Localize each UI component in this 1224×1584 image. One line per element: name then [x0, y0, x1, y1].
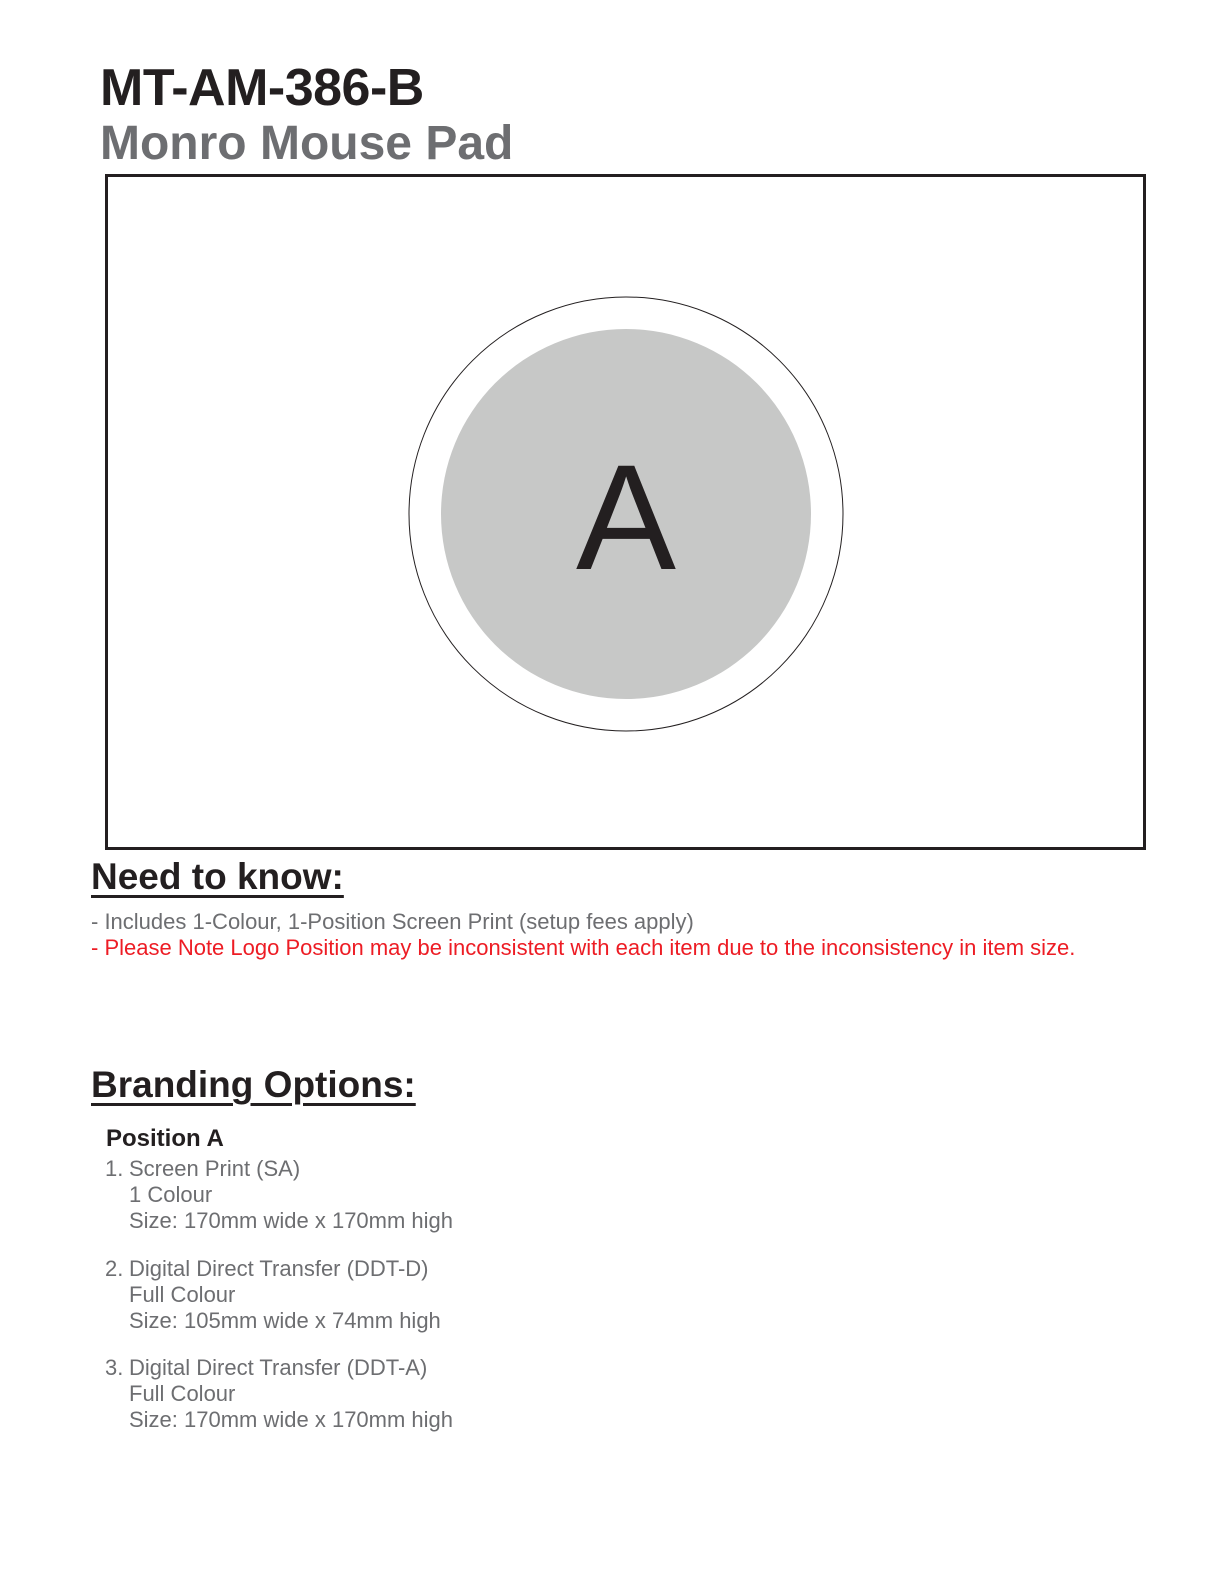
product-name: Monro Mouse Pad	[100, 117, 514, 170]
option-method: Digital Direct Transfer (DDT-A)	[129, 1355, 428, 1380]
need-to-know-heading: Need to know:	[91, 856, 344, 897]
note-setup-fees: - Includes 1-Colour, 1-Position Screen Print (setup fees apply)	[91, 909, 694, 934]
option-size: Size: 170mm wide x 170mm high	[129, 1407, 454, 1432]
note-logo-position-warning: - Please Note Logo Position may be inconsistent with each item due to the inconsistency in item size.	[91, 935, 1076, 960]
branding-options-heading: Branding Options:	[91, 1064, 416, 1105]
option-size: Size: 105mm wide x 74mm high	[129, 1308, 441, 1333]
position-a-title: Position A	[106, 1125, 224, 1152]
mouse-pad-illustration	[108, 177, 1143, 847]
option-colour: 1 Colour	[129, 1182, 213, 1207]
product-code: MT-AM-386-B	[100, 59, 424, 117]
position-a-label: A	[575, 433, 677, 601]
option-colour: Full Colour	[129, 1381, 236, 1406]
option-number: 2.	[105, 1256, 124, 1281]
option-number: 3.	[105, 1355, 124, 1380]
option-size: Size: 170mm wide x 170mm high	[129, 1208, 454, 1233]
option-number: 1.	[105, 1156, 124, 1181]
product-preview-frame	[105, 174, 1146, 850]
option-colour: Full Colour	[129, 1282, 236, 1307]
option-method: Screen Print (SA)	[129, 1156, 301, 1181]
option-method: Digital Direct Transfer (DDT-D)	[129, 1256, 429, 1281]
